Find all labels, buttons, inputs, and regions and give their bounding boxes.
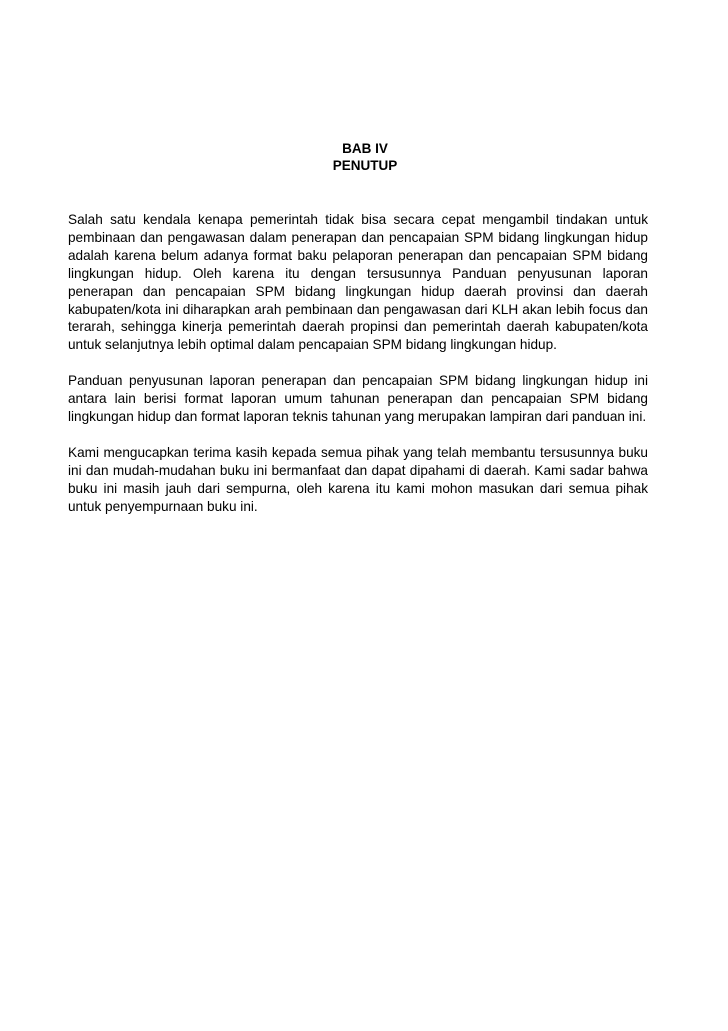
chapter-title: PENUTUP — [332, 158, 398, 173]
paragraph-1: Salah satu kendala kenapa pemerintah tidak bisa secara cepat mengambil tindakan untuk pembinaan dan pengawasan dalam penerapan dan pencapaian SPM bidang lingkungan hidup adalah karena belum adanya format baku pelaporan penerapan dan pencapaian SPM bidang lingkungan hidup. Oleh karena itu dengan tersusunnya Panduan penyusunan laporan penerapan dan pencapaian SPM bidang lingkungan hidup daerah provinsi dan daerah kabupaten/kota ini diharapkan arah pembinaan dan pengawasan dari KLH akan lebih focus dan terarah, sehingga kinerja pemerintah daerah propinsi dan pemerintah daerah kabupaten/kota untuk selanjutnya lebih optimal dalam pencapaian SPM bidang lingkungan hidup. — [68, 212, 648, 353]
paragraph-3: Kami mengucapkan terima kasih kepada semua pihak yang telah membantu tersusunnya buku ini dan mudah-mudahan buku ini bermanfaat dan dapat dipahami di daerah. Kami sadar bahwa buku ini masih jauh dari sempurna, oleh karena itu kami mohon masukan dari semua pihak untuk penyempurnaan buku ini. — [68, 444, 648, 514]
chapter-number: BAB IV — [342, 141, 388, 156]
paragraph-2: Panduan penyusunan laporan penerapan dan pencapaian SPM bidang lingkungan hidup ini antara lain berisi format laporan umum tahunan penerapan dan pencapaian SPM bidang lingkungan hidup dan format laporan teknis tahunan yang merupakan lampiran dari panduan ini. — [68, 373, 648, 425]
chapter-body — [68, 211, 648, 534]
chapter-heading — [285, 140, 445, 174]
